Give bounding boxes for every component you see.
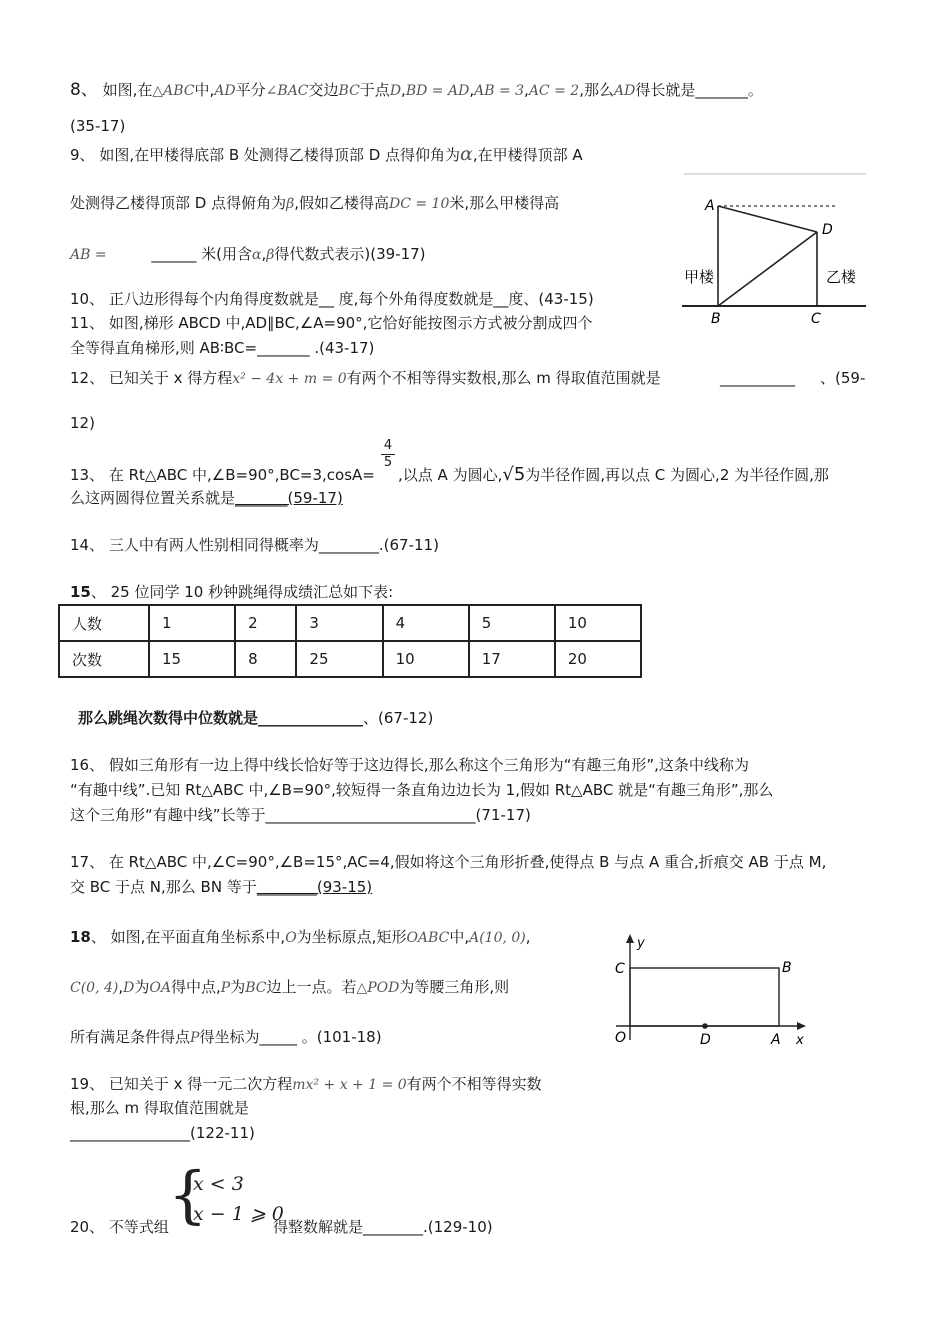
q20-answer-blank[interactable]: ________ — [363, 1218, 424, 1236]
q9-number: 9、 — [70, 146, 95, 164]
q9-line-1: 9、 如图,在甲楼得底部 B 处测得乙楼得顶部 D 点得仰角为α,在甲楼得顶部 A — [70, 143, 583, 165]
q11-answer-blank[interactable]: _______ — [257, 339, 310, 357]
q18-line-1: 18、 如图,在平面直角坐标系中,O为坐标原点,矩形OABC中,A(10, 0), — [70, 928, 531, 946]
q18-line-2: C(0, 4),D为OA得中点,P为BC边上一点。若△POD为等腰三角形,则 — [70, 978, 510, 996]
q18-label-b: B — [782, 960, 792, 976]
q9-label-d: D — [822, 222, 833, 238]
q9-building-figure — [676, 170, 872, 332]
q20-brace: { — [168, 1158, 208, 1231]
q18-axis-y: y — [637, 936, 645, 951]
q20-inequality-1: x < 3 — [193, 1173, 244, 1195]
q12-answer-blank[interactable]: __________ — [720, 369, 795, 387]
q8-reference: (35-17) — [70, 117, 126, 135]
q18-label-d: D — [700, 1032, 711, 1048]
q18-axis-x: x — [796, 1033, 804, 1048]
q15-question: 那么跳绳次数得中位数就是______________、(67-12) — [78, 709, 434, 727]
q18-label-a: A — [771, 1032, 781, 1048]
q9-label-a: A — [705, 198, 715, 214]
q18-point-d — [702, 1023, 708, 1029]
q20-inequality-2: x − 1 ⩾ 0 — [193, 1203, 284, 1225]
table-row: 人数 1 2 3 4 5 10 — [59, 605, 641, 641]
q20-line: 得整数解就是________.(129-10) — [273, 1218, 493, 1236]
q18-line-3: 所有满足条件得点P得坐标为_____ 。(101-18) — [70, 1028, 382, 1046]
q16-line-1: 16、 假如三角形有一边上得中线长恰好等于这边得长,那么称这个三角形为“有趣三角形”,这条中线称为 — [70, 756, 749, 774]
q15-score-table — [58, 604, 642, 678]
q11-line-2: 全等得直角梯形,则 AB∶BC=_______ .(43-17) — [70, 339, 375, 357]
q18-label-c: C — [615, 961, 625, 977]
q9-label-building-b: 乙楼 — [826, 268, 857, 286]
q8-line: 8、 如图,在△ABC中,AD平分∠BAC交边BC于点D,BD = AD,AB = 3,AC = 2,那么AD得长就是_______。 — [70, 80, 763, 100]
q19-answer-blank[interactable]: ________________ — [70, 1124, 190, 1142]
q16-line-3: 这个三角形“有趣中线”长等于____________________________(71-17) — [70, 806, 531, 824]
q9-line-2: 处测得乙楼得顶部 D 点得俯角为β,假如乙楼得高DC = 10米,那么甲楼得高 — [70, 194, 560, 212]
q11-line-1: 11、 如图,梯形 ABCD 中,AD∥BC,∠A=90°,它恰好能按图示方式被分割成四个 — [70, 314, 593, 332]
q18-coordinate-figure — [606, 932, 810, 1050]
q9-label-b: B — [711, 311, 721, 327]
q13-cos-fraction: 4 5 — [381, 439, 395, 470]
q14-line: 14、 三人中有两人性别相同得概率为________.(67-11) — [70, 536, 439, 554]
q13-answer-blank[interactable]: _______ — [235, 489, 288, 507]
q8-number: 8、 — [70, 80, 98, 100]
q13-line-2: 么这两圆得位置关系就是_______(59-17) — [70, 489, 343, 507]
q13-line-1: 13、 在 Rt△ABC 中,∠B=90°,BC=3,cosA= — [70, 466, 375, 484]
q15-line: 15、 25 位同学 10 秒钟跳绳得成绩汇总如下表: — [70, 583, 394, 601]
q19-line-1: 19、 已知关于 x 得一元二次方程mx² + x + 1 = 0有两个不相等得实数 — [70, 1075, 542, 1093]
q16-answer-blank[interactable]: ____________________________ — [265, 806, 476, 824]
q8-answer-blank[interactable]: _______ — [695, 81, 748, 99]
q14-answer-blank[interactable]: ________ — [318, 536, 379, 554]
q16-line-2: “有趣中线”.已知 Rt△ABC 中,∠B=90°,较短得一条直角边边长为 1,假如 Rt△ABC 就是“有趣三角形”,那么 — [70, 781, 774, 799]
q20-label: 20、 不等式组 — [70, 1218, 169, 1236]
table-row: 次数 15 8 25 10 17 20 — [59, 641, 641, 677]
q17-line-2: 交 BC 于点 N,那么 BN 等于________(93-15) — [70, 878, 373, 896]
q9-label-c: C — [811, 311, 821, 327]
q15-answer-blank[interactable]: ______________ — [258, 709, 364, 727]
q12-line-2: 12) — [70, 414, 95, 432]
q18-answer-blank[interactable]: _____ — [259, 1028, 297, 1046]
q19-line-2: 根,那么 m 得取值范围就是 — [70, 1099, 249, 1117]
q17-line-1: 17、 在 Rt△ABC 中,∠C=90°,∠B=15°,AC=4,假如将这个三角形折叠,使得点 B 与点 A 重合,折痕交 AB 于点 M, — [70, 853, 827, 871]
q19-line-3: ________________(122-11) — [70, 1124, 255, 1142]
q9-line-3: AB = ______ 米(用含α,β得代数式表示)(39-17) — [70, 245, 426, 263]
q12-line-1: 12、 已知关于 x 得方程x² − 4x + m = 0有两个不相等得实数根,那么 m 得取值范围就是 — [70, 369, 661, 387]
q9-answer-blank[interactable]: ______ — [151, 245, 197, 263]
q10-line: 10、 正八边形得每个内角得度数就是__ 度,每个外角得度数就是__度、(43-15) — [70, 290, 594, 308]
q17-answer-blank[interactable]: ________ — [256, 878, 317, 896]
q18-label-o: O — [615, 1030, 627, 1046]
q9-label-building-a: 甲楼 — [684, 268, 715, 286]
